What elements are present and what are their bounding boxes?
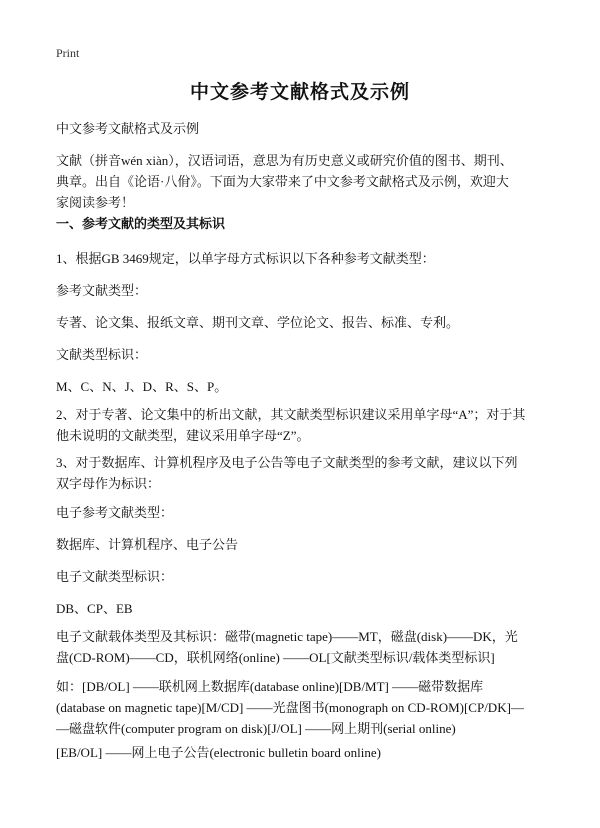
page-title: 中文参考文献格式及示例 — [189, 81, 410, 103]
paragraph-9: 数据库、计算机程序、电子公告 — [56, 537, 239, 552]
paragraph-line: 盘(CD-ROM)——CD，联机网络(online) ——OL[文献类型标识/载体类型标识] — [56, 650, 495, 665]
paragraph-11: DB、CP、EB — [56, 601, 133, 616]
paragraph-13 — [56, 676, 548, 739]
paragraph-line: 2、对于专著、论文集中的析出文献，其文献类型标识建议采用单字母“A”；对于其 — [56, 407, 526, 422]
paragraph-line: 3、对于数据库、计算机程序及电子公告等电子文献类型的参考文献，建议以下列 — [56, 455, 518, 470]
paragraph-3: 专著、论文集、报纸文章、期刊文章、学位论文、报告、标准、专利。 — [56, 315, 460, 330]
paragraph-line: 电子文献载体类型及其标识：磁带(magnetic tape)——MT，磁盘(disk)——DK，光 — [56, 629, 518, 644]
paragraph-line: 如：[DB/OL] ——联机网上数据库(database online)[DB/MT] ——磁带数据库 — [56, 679, 484, 694]
paragraph-6 — [56, 404, 548, 446]
document-subtitle: 中文参考文献格式及示例 — [56, 121, 200, 136]
intro-paragraph — [56, 150, 548, 213]
intro-line: 家阅读参考！ — [56, 195, 135, 210]
intro-line: 典章。出自《论语·八佾》。下面为大家带来了中文参考文献格式及示例，欢迎大 — [56, 174, 509, 189]
paragraph-5: M、C、N、J、D、R、S、P。 — [56, 379, 228, 394]
paragraph-8: 电子参考文献类型： — [56, 505, 174, 520]
paragraph-line: 他未说明的文献类型，建议采用单字母“Z”。 — [56, 428, 310, 443]
section-heading: 一、参考文献的类型及其标识 — [56, 217, 226, 232]
paragraph-line: —磁盘软件(computer program on disk)[J/OL] ——网上期刊(serial online) — [56, 721, 456, 736]
paragraph-14: [EB/OL] ——网上电子公告(electronic bulletin board online) — [56, 745, 381, 760]
paragraph-10: 电子文献类型标识： — [56, 569, 174, 584]
print-label: Print — [56, 46, 80, 60]
paragraph-line: 双字母作为标识： — [56, 476, 161, 491]
paragraph-line: (database on magnetic tape)[M/CD] ——光盘图书(monograph on CD-ROM)[CP/DK]— — [56, 700, 524, 715]
paragraph-7 — [56, 452, 548, 494]
paragraph-12 — [56, 626, 548, 668]
paragraph-1: 1、根据GB 3469规定，以单字母方式标识以下各种参考文献类型： — [56, 251, 435, 266]
paragraph-2: 参考文献类型： — [56, 283, 148, 298]
paragraph-4: 文献类型标识： — [56, 347, 148, 362]
intro-line: 文献（拼音wén xiàn），汉语词语，意思为有历史意义或研究价值的图书、期刊、 — [56, 153, 513, 168]
